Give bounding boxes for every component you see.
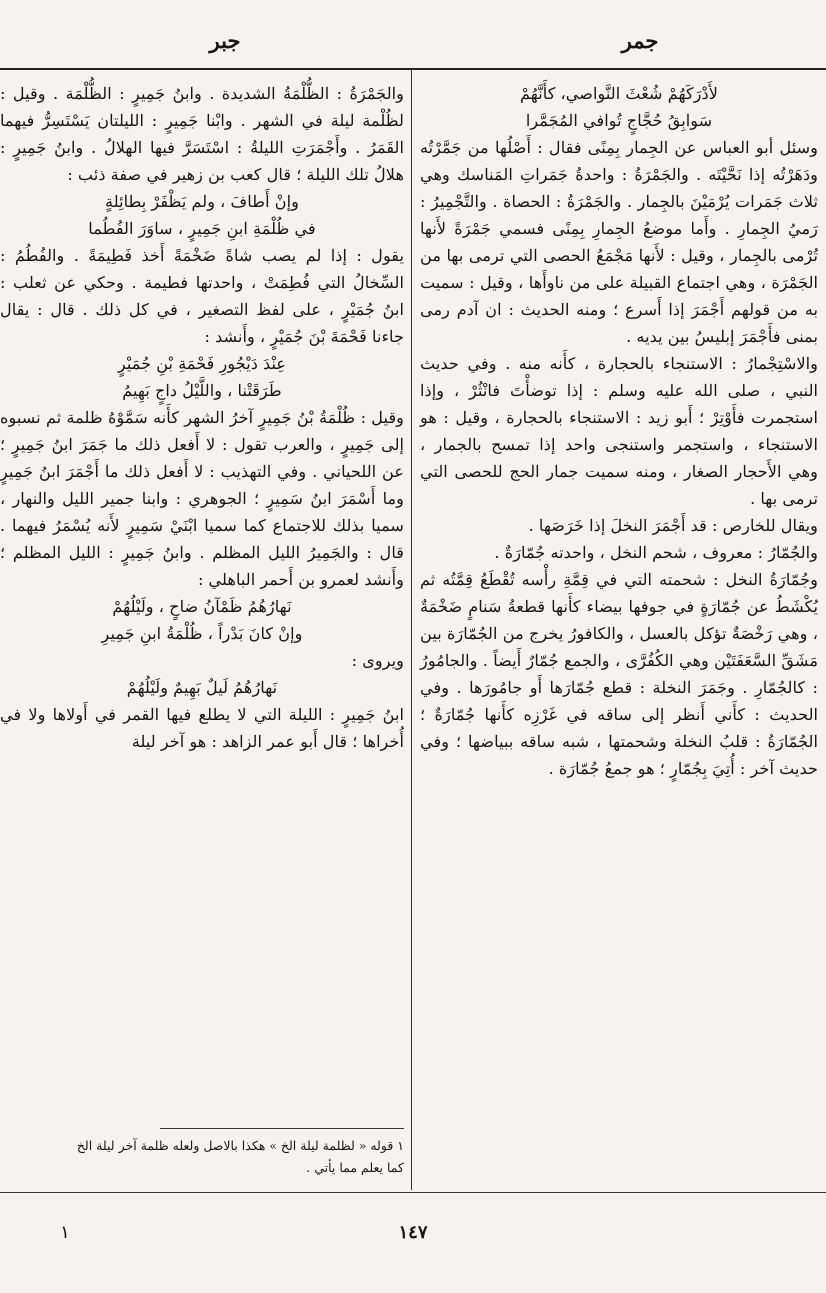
verse-line: نَهارُهُمُ لَيلٌ بَهِيمٌ ولَيْلُهُمْ [126, 678, 278, 697]
page-number: ١٤٧ [398, 1222, 428, 1243]
footnote-line: ١ قوله « لظلمة ليلة الخ » هكذا بالاصل ولعله ظلمة آخر ليلة الخ [76, 1138, 404, 1153]
left-column [0, 80, 404, 755]
entry-paragraph: والجُمّارُ : معروف ، شحم النخل ، واحدته جُمّارَةٌ . [494, 543, 818, 562]
verse-line: في ظُلْمَةِ ابنِ جَمِيرٍ ، ساوَرَ الفُطُما [88, 219, 316, 238]
footnote-rule [160, 1128, 404, 1129]
verse-line: وإنْ كانَ بَدْراً ، ظُلْمَةُ ابنِ جَمِيرِ [101, 624, 303, 643]
entry-paragraph: وسئل أبو العباس عن الجِمار بِمِنًى فقال : أَصْلُها من جَمَّرْتُه ودَهَرْتُه إذا نَحَّيْتَه . والجَمْرَةُ : واحدةُ جَمَراتِ المَناسك وهي ثلاث جَمَرات يُرْمَيْنَ بالجِمار . والجَمْرَةُ : الحصاة . والتَّجْمِيرُ : رَميُ الجِمارِ . وأَما موضعُ الجِمارِ بِمِنًى فسمي جَمْرَةً لأَنها تُرْمى بالجِمار ، وقيل : لأَنها مَجْمَعُ الحصى التي ترمى بها من الجَمْرَة ، وهي اجتماع القبيلة على من ناوأَها ، وقيل : سميت به من قولهم أَجْمَرَ إذا أَسرع ؛ ومنه الحديث : ان آدم رمى بمنى فأَجْمَرَ إبليسُ بين يديه . [420, 138, 818, 346]
entry-paragraph: وجُمّارَةُ النخل : شحمته التي في قِمَّةِ رأْسه تُقْطَعُ قِمَّتُه ثم يُكْشَطُ عن جُمّارَةٍ في جوفها بيضاء كأَنها قطعةُ سَنامٍ ضَخْمَةٌ ، وهي رَخْصَةٌ تؤكل بالعسل ، والكافورُ يخرج من الجُمّارَة بين مَشَقِّ السَّعَفَتَيْن وهي الكُفُرَّى ، والجمع جُمّارٌ أَيضاً . والجامُورُ : كالجُمّارِ . وجَمَرَ النخلة : قطع جُمّارَها أَو جامُورَها . وفي الحديث : كأَني أَنظر إلى ساقه في غَرْزِه كأَنها جُمّارَةٌ ؛ الجُمّارَةُ : قلبُ النخلة وشحمتها ، شبه ساقه ببياضها ؛ وفي حديث آخر : أُتِيَ بِجُمّارٍ ؛ هو جمعُ جُمّارَة . [420, 570, 818, 778]
entry-paragraph: وقيل : ظُلْمَةُ بْنُ جَمِيرٍ آخرُ الشهر كأَنه سَمَّوْهُ ظلمة ثم نسبوه إلى جَمِيرٍ ، والعرب تقول : لا أَفعل ذلك ما جَمَرَ ابنُ جَمِيرٍ ؛ عن اللحياني . وفي التهذيب : لا أَفعل ذلك ما أَجْمَرَ ابنُ جَمِيرٍ وما أَسْمَرَ ابنُ سَمِيرٍ ؛ الجوهري : وابنا جمير الليل والنهار ، سميا بذلك للاجتماع كما سميا ابْنَيْ سَمِيرٍ لأَنه يُسْمَرُ فيهما . قال : والجَمِيرُ الليل المظلم . وابنُ جَمِيرٍ : الليل المظلم ؛ وأَنشد لعمرو بن أَحمر الباهلي : [0, 408, 404, 589]
verse-line: وإنْ أَطافَ ، ولم يَظْفَرْ بِطائِلةٍ [105, 192, 299, 211]
entry-paragraph: ويقال للخارص : قد أَجْمَرَ النخلَ إذا خَرَصَها . [528, 516, 818, 535]
volume-mark: ١ [60, 1222, 70, 1243]
verse-line: نَهارُهُمُ ظَمْآنُ ضاحٍ ، ولَيْلُهُمْ [112, 597, 292, 616]
running-head-right: جمر [621, 28, 659, 53]
verse-line: طَرَقَتْنا ، واللَّيْلُ داجٍ بَهِيمُ [122, 381, 282, 400]
footnote-line: كما يعلم مما يأتي . [306, 1160, 404, 1175]
verse-line: سَوابِقُ حُجَّاجٍ تُوافي المُجَمَّرا [525, 111, 713, 130]
entry-paragraph: والاسْتِجْمارُ : الاستنجاء بالحجارة ، كأَنه منه . وفي حديث النبي ، صلى الله عليه وسلم : إذا توضأْتَ فانْثُرْ ، وإذا استجمرت فأَوْتِرْ ؛ أَبو زيد : الاستنجاء بالحجارة ، وقيل : هو الاستنجاء ، واستجمر واستنجى واحد إذا تمسح بالجمار ، وهي الأَحجار الصغار ، ومنه سميت جمار الحج للحصى التي ترمى بها . [420, 354, 818, 508]
verse-line: لأَدْرَكَهُمْ شُعْثَ النَّواصي، كأَنَّهُمْ [520, 84, 718, 103]
right-column [420, 80, 818, 782]
header-rule [0, 68, 826, 70]
running-head-left: جبر [209, 28, 241, 53]
entry-paragraph: ويروى : [351, 651, 404, 670]
entry-paragraph: والجَمْرَةُ : الظُّلْمَةُ الشديدة . وابنُ جَمِيرٍ : الظُّلْمَة . وقيل : لظُلْمة ليلة في الشهر . وابْنا جَمِيرٍ : الليلتان يَسْتَسِرُّ فيهما القَمَرُ . وأَجْمَرَتِ الليلةُ : اسْتَسَرَّ فيها الهلالُ . وابنُ جَمِيرٍ : هلالُ تلك الليلة ؛ قال كعب بن زهير في صفة ذئب : [0, 84, 404, 184]
entry-paragraph: يقول : إذا لم يصب شاةً ضَخْمَةً أَخذ فَطِيمَةً . والفُطُمُ : السِّخالُ التي فُطِمَتْ ، واحدتها فطيمة . وحكي عن ثعلب : ابنُ جُمَيْرٍ ، على لفظ التصغير ، في كل ذلك . قال : يقال جاءنا فَحْمَةَ بْنَ جُمَيْرٍ ، وأَنشد : [0, 246, 404, 346]
entry-paragraph: ابنُ جَمِيرٍ : الليلة التي لا يطلع فيها القمر في أَولاها ولا في أُخراها ؛ قال أَبو عمر الزاهد : هو آخر ليلة [0, 705, 404, 751]
column-divider [411, 70, 412, 1190]
verse-line: عِنْدَ دَيْجُورِ فَحْمَةِ بْنِ جُمَيْرٍ [117, 354, 287, 373]
footer-rule [0, 1192, 826, 1193]
footnote [0, 1135, 404, 1179]
